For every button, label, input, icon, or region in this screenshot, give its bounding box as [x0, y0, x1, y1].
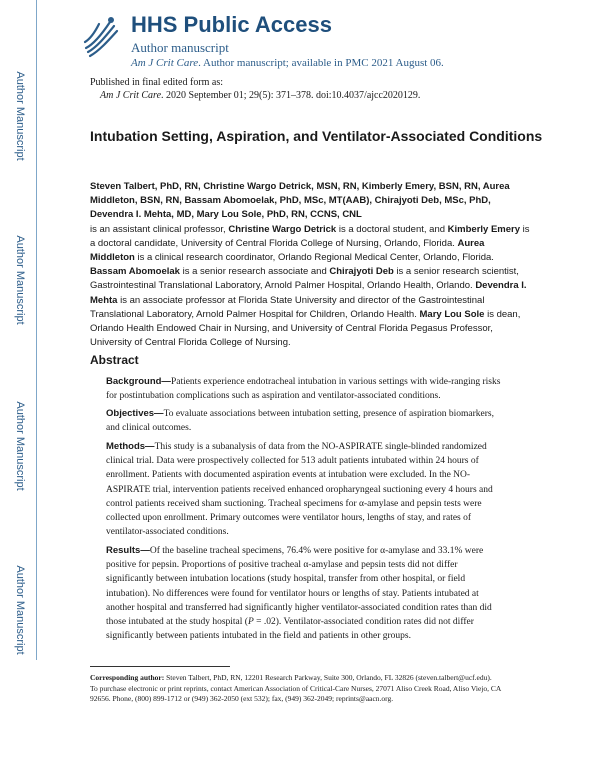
affiliation-text: is dean, Orlando Health Endowed Chair in Nursing, and University of Central Florida Pegasus Professor, University of Central Florida College of Nursing. — [90, 308, 521, 349]
footnote-divider — [90, 666, 230, 667]
section-text: This study is a subanalysis of data from the NO-ASPIRATE single-blinded randomized clinical trial. Data were prospectively collected for 513 adult patients intubated within 24 hours of enrollment. Patients with documented aspiration events at intubation were excluded. In the NO-ASPIRATE trial, intervention patients received enhanced oropharyngeal suctioning every 4 hours and control patients received sham suctioning. Tracheal specimens for α-amylase and pepsin tests were collected upon enrollment. Primary outcomes were ventilator hours, lengths of stay, and rates of ventilator-associated conditions. — [106, 442, 493, 538]
side-label-text: Author Manuscript — [14, 565, 26, 655]
abstract-results — [106, 544, 502, 643]
published-journal: Am J Crit Care — [100, 90, 162, 101]
availability-line — [131, 57, 444, 69]
affiliation-text: is a doctoral candidate, University of Central Florida College of Nursing, Orlando, Florida. — [90, 223, 530, 249]
abstract-objectives — [106, 407, 502, 435]
p-value-symbol: P — [247, 617, 254, 628]
citation-line — [90, 89, 420, 102]
footnote — [90, 673, 520, 705]
article-title: Intubation Setting, Aspiration, and Ventilator-Associated Conditions — [90, 128, 543, 144]
affiliation-text: is a senior research associate and — [179, 266, 330, 278]
section-text: Of the baseline tracheal specimens, 76.4% were positive for α-amylase and 33.1% were positive for pepsin. Proportions of positive tracheal α-amylase and pepsin tests did not differ significantly between intubation locations (study hospital, transfer from other hospital, or field intubation). No differences were found for ventilator hours or lengths of stay. Patients intubated at another hospital and transferred had significantly higher ventilator-associated condition rates than did those intubated at the study hospital ( — [106, 546, 492, 628]
affiliation-text: is a senior research scientist, Gastrointestinal Translational Laboratory, Arnold Palmer Hospital, Orlando Health, Orlando. — [90, 266, 519, 292]
hhs-eagle-logo-icon — [80, 14, 120, 58]
affiliation-name: Devendra I. Mehta — [90, 280, 527, 306]
publication-info — [90, 76, 420, 102]
affiliation-name: Mary Lou Sole — [419, 308, 485, 320]
margin-rule — [36, 0, 37, 660]
affiliation-text: is a clinical research coordinator, Orlando Regional Medical Center, Orlando, Florida. — [134, 252, 494, 264]
citation-details: . 2020 September 01; 29(5): 371–378. doi:10.4037/ajcc2020129. — [161, 90, 421, 101]
section-label: Objectives— — [106, 408, 164, 419]
section-label: Methods— — [106, 441, 155, 452]
section-text: To evaluate associations between intubation setting, presence of aspiration biomarkers, and clinical outcomes. — [106, 409, 494, 434]
footnote-text: Steven Talbert, PhD, RN, 12201 Research Parkway, Suite 300, Orlando, FL 32826 (steven.talbert@ucf.edu). — [164, 673, 492, 682]
abstract-background — [106, 375, 502, 403]
side-label-text: Author Manuscript — [14, 235, 26, 325]
published-label: Published in final edited form as: — [90, 77, 224, 88]
side-label-author-manuscript — [10, 66, 30, 166]
affiliation-text: is a doctoral student, and — [336, 223, 448, 235]
section-label: Results— — [106, 545, 150, 556]
side-label-text: Author Manuscript — [14, 71, 26, 161]
side-label-author-manuscript — [10, 230, 30, 330]
affiliation-name: Chirajyoti Deb — [329, 266, 394, 278]
affiliation-text: is an associate professor at Florida State University and director of the Gastrointestinal Translational Laboratory, Arnold Palmer Hospital for Children, Orlando Health. — [90, 294, 485, 320]
side-label-author-manuscript — [10, 396, 30, 496]
author-names: Steven Talbert, PhD, RN, Christine Wargo Detrick, MSN, RN, Kimberly Emery, BSN, RN, Aurea Middleton, BSN, RN, Bassam Abomoelak, PhD, MSc, MT(AAB), Chirajyoti Deb, MSc, PhD, Devendra I. Mehta, MD, Mary Lou Sole, PhD, RN, CCNS, CNL — [90, 181, 510, 221]
author-block — [90, 180, 530, 350]
affiliation-text: is an assistant clinical professor, — [90, 223, 229, 235]
abstract-methods — [106, 440, 502, 539]
affiliation-name: Aurea Middleton — [90, 237, 485, 264]
abstract-heading: Abstract — [90, 353, 139, 367]
affiliation-name: Christine Wargo Detrick — [228, 223, 337, 235]
side-label-author-manuscript — [10, 560, 30, 660]
availability-text: . Author manuscript; available in PMC 2021 August 06. — [198, 57, 444, 69]
affiliation-name: Kimberly Emery — [447, 223, 520, 235]
section-text: = .02). Ventilator-associated condition rates did not differ significantly between patients intubated in the field and patients in other groups. — [106, 617, 474, 642]
footnote-label: Corresponding author: — [90, 673, 165, 682]
hhs-public-access-title: HHS Public Access — [131, 12, 332, 37]
section-text: Patients experience endotracheal intubation in various settings with wide-ranging risks for postintubation complications such as aspiration and ventilator-associated conditions. — [106, 377, 501, 402]
side-label-text: Author Manuscript — [14, 401, 26, 491]
affiliation-name: Bassam Abomoelak — [90, 266, 180, 278]
section-label: Background— — [106, 376, 171, 387]
reprints-text: To purchase electronic or print reprints, contact American Association of Critical-Care Nurses, 27071 Aliso Creek Road, Aliso Viejo, CA 92656. Phone, (800) 899-1712 or (949) 362-2050 (ext 532); fax, (949) 362-2049; reprints@aacn.org. — [90, 683, 501, 703]
journal-name: Am J Crit Care — [131, 57, 199, 69]
author-manuscript-label: Author manuscript — [131, 40, 229, 55]
